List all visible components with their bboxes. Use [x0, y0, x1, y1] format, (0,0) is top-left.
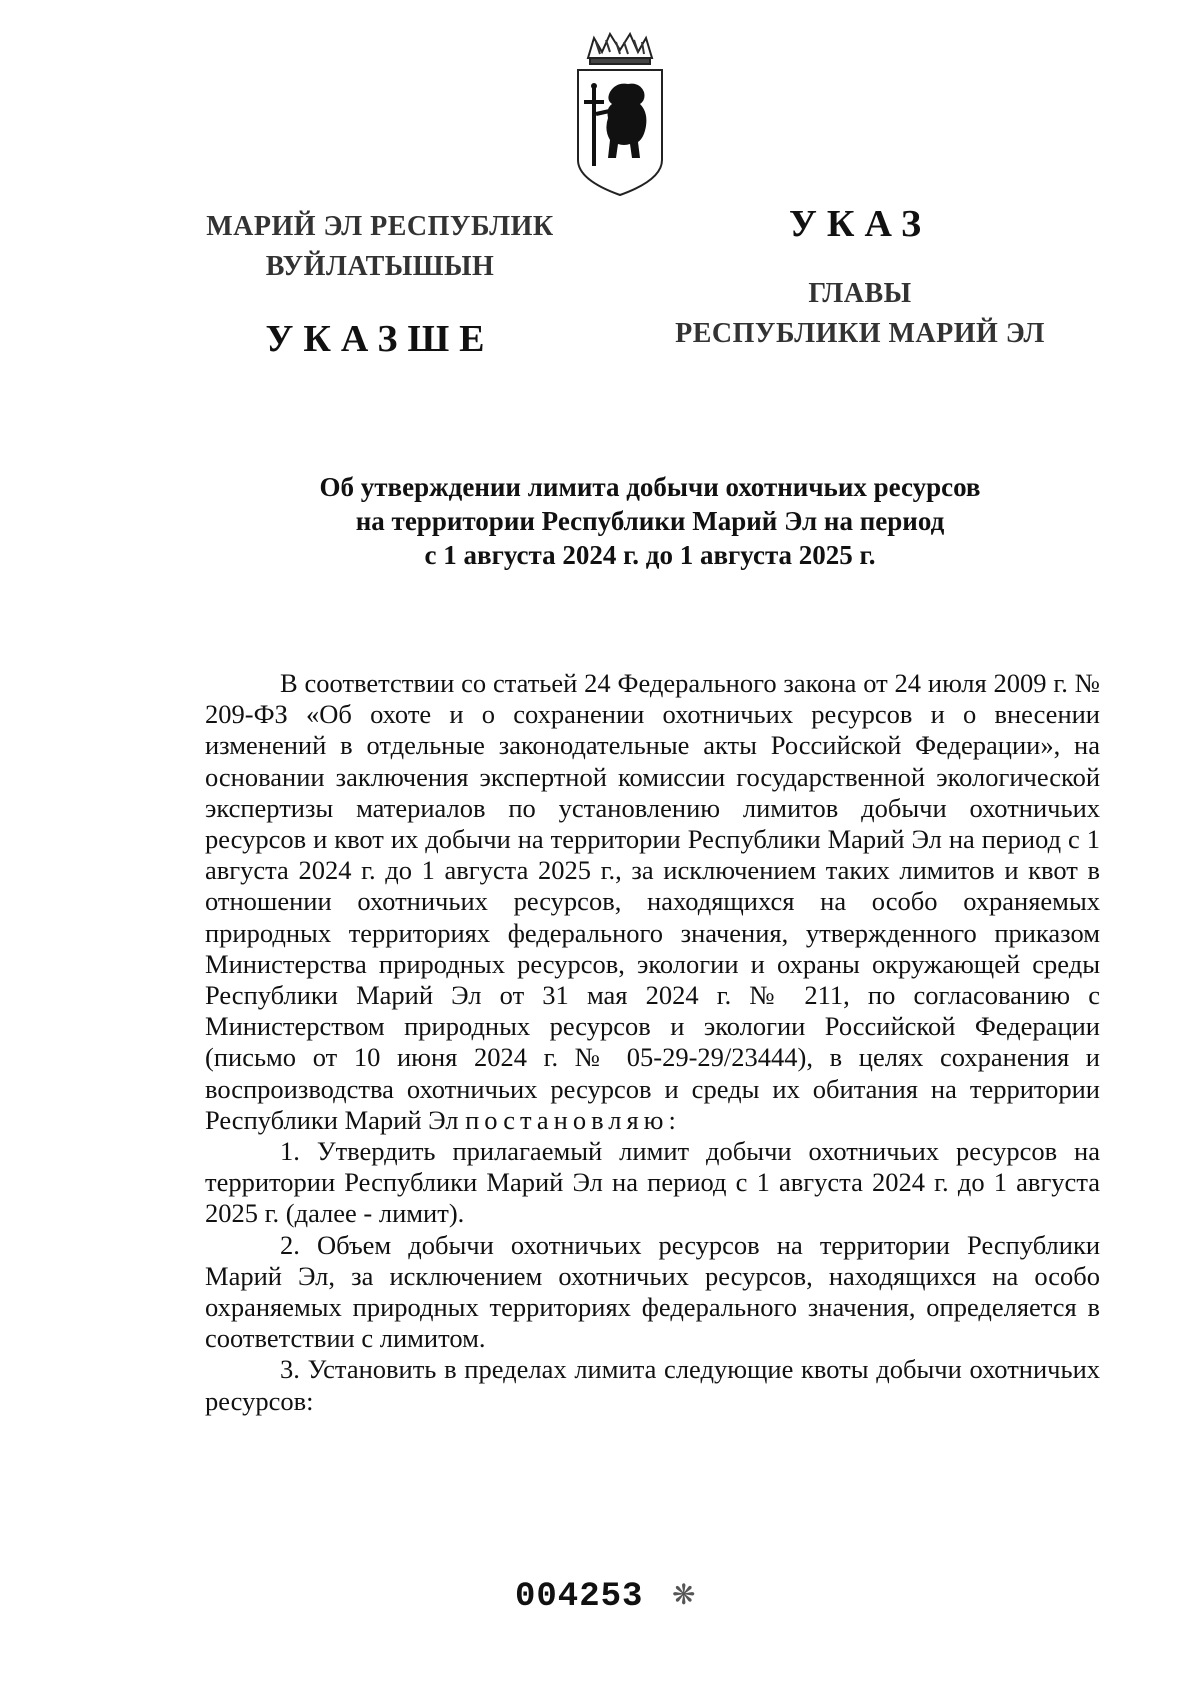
header-right-line2: РЕСПУБЛИКИ МАРИЙ ЭЛ: [675, 318, 1045, 349]
decree-word: постановляю:: [465, 1104, 681, 1135]
preamble-text: В соответствии со статьей 24 Федерального закона от 24 июля 2009 г. № 209-ФЗ «Об охоте и о сохранении охотничьих ресурсов и о внесении изменений в отдельные законодательные акты Российской Федерации», на основании заключения экспертной комиссии государственной экологической экспертизы материалов по установлению лимитов добычи охотничьих ресурсов и квот их добычи на территории Республики Марий Эл на период с 1 августа 2024 г. до 1 августа 2025 г., за исключением таких лимитов и квот в отношении охотничьих ресурсов, находящихся на особо охраняемых природных территориях федерального значения, утвержденного приказом Министерства природных ресурсов, экологии и охраны окружающей среды Республики Марий Эл от 31 мая 2024 г. № 211, по согласованию с Министерством природных ресурсов и экологии Российской Федерации (письмо от 10 июня 2024 г. № 05-29-29/23444), в целях сохранения и воспроизводства охотничьих ресурсов и среды их обитания на территории Республики Марий Эл: [205, 668, 1100, 1135]
header-left-title: УКАЗШЕ: [265, 318, 495, 360]
title-line-3: с 1 августа 2024 г. до 1 августа 2025 г.: [424, 540, 876, 570]
title-line-1: Об утверждении лимита добычи охотничьих ресурсов: [319, 472, 981, 502]
header-right: [650, 200, 1070, 354]
document-body: [205, 668, 1100, 1417]
serial-number: 004253: [515, 1578, 644, 1616]
item-1: 1. Утвердить прилагаемый лимит добычи охотничьих ресурсов на территории Республики Марий Эл на период с 1 августа 2024 г. до 1 августа 2025 г. (далее - лимит).: [205, 1136, 1100, 1229]
item-3: 3. Установить в пределах лимита следующие квоты добычи охотничьих ресурсов:: [205, 1354, 1100, 1416]
coat-of-arms-icon: [570, 30, 670, 200]
header-left-line2: ВУЙЛАТЫШЫН: [265, 251, 495, 282]
header-left-line1: МАРИЙ ЭЛ РЕСПУБЛИК: [206, 211, 554, 242]
document-title: [190, 470, 1110, 572]
header-right-title: УКАЗ: [789, 203, 931, 245]
title-line-2: на территории Республики Марий Эл на период: [355, 506, 945, 536]
item-2: 2. Объем добычи охотничьих ресурсов на территории Республики Марий Эл, за исключением охотничьих ресурсов, находящихся на особо охраняемых природных территориях федерального значения, определяется в соответствии с лимитом.: [205, 1229, 1100, 1354]
header-right-line1: ГЛАВЫ: [808, 278, 912, 309]
preamble-paragraph: [205, 668, 1100, 1136]
header-left: [180, 207, 580, 363]
asterisk-mark-icon: ❋: [672, 1580, 696, 1611]
